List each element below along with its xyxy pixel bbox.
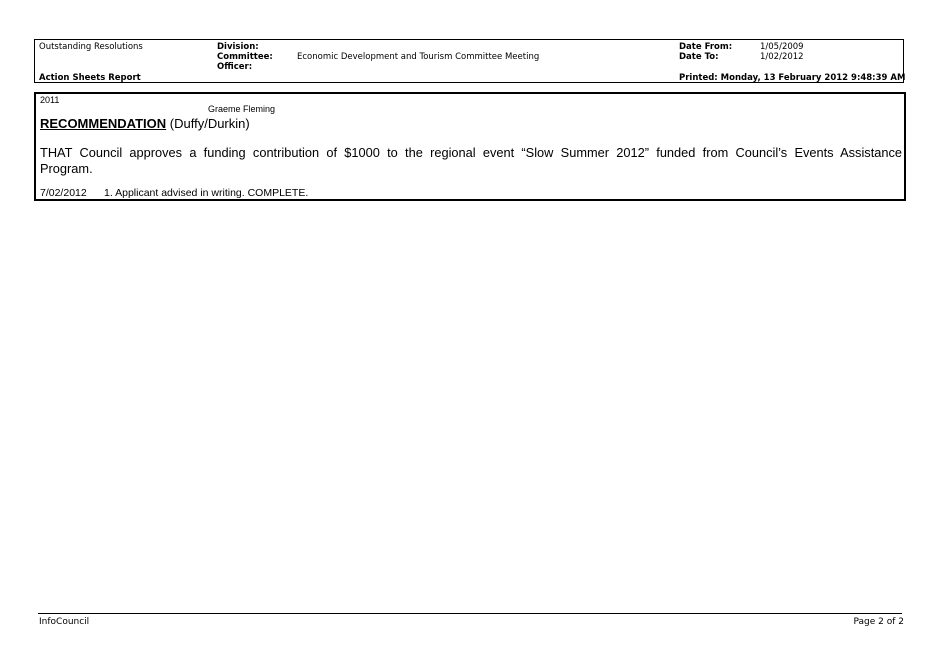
footer-divider (38, 613, 902, 614)
date-to-label: Date To: (679, 52, 719, 62)
recommendation-movers: (Duffy/Durkin) (169, 116, 250, 131)
resolution-text-line2: Program. (40, 161, 93, 176)
printed-label: Printed: (679, 73, 718, 83)
date-from-label: Date From: (679, 42, 733, 52)
division-label: Division: (217, 42, 259, 52)
record-officer: Graeme Fleming (208, 104, 276, 114)
footer-page-number: Page 2 of 2 (853, 617, 904, 627)
committee-value: Economic Development and Tourism Committee Meeting (297, 52, 540, 62)
recommendation-heading-line (40, 116, 250, 131)
recommendation-heading: RECOMMENDATION (40, 116, 167, 131)
officer-label: Officer: (217, 62, 253, 72)
committee-label: Committee: (217, 52, 273, 62)
resolution-text-line1: THAT Council approves a funding contribution of $1000 to the regional event “Slow Summer 2012” funded from Council’s Events Assistance (40, 145, 902, 160)
report-subtitle: Action Sheets Report (39, 73, 141, 83)
resolution-record (34, 92, 906, 201)
record-year: 2011 (40, 95, 60, 105)
footer-system-name: InfoCouncil (39, 617, 90, 627)
date-to-value: 1/02/2012 (760, 52, 804, 62)
date-from-value: 1/05/2009 (760, 42, 804, 52)
report-title: Outstanding Resolutions (39, 42, 143, 52)
action-date: 7/02/2012 (40, 187, 87, 199)
report-header (34, 39, 904, 83)
printed-stamp (679, 73, 905, 83)
action-text: 1. Applicant advised in writing. COMPLETE. (104, 187, 309, 199)
printed-value: Monday, 13 February 2012 9:48:39 AM (720, 73, 906, 83)
